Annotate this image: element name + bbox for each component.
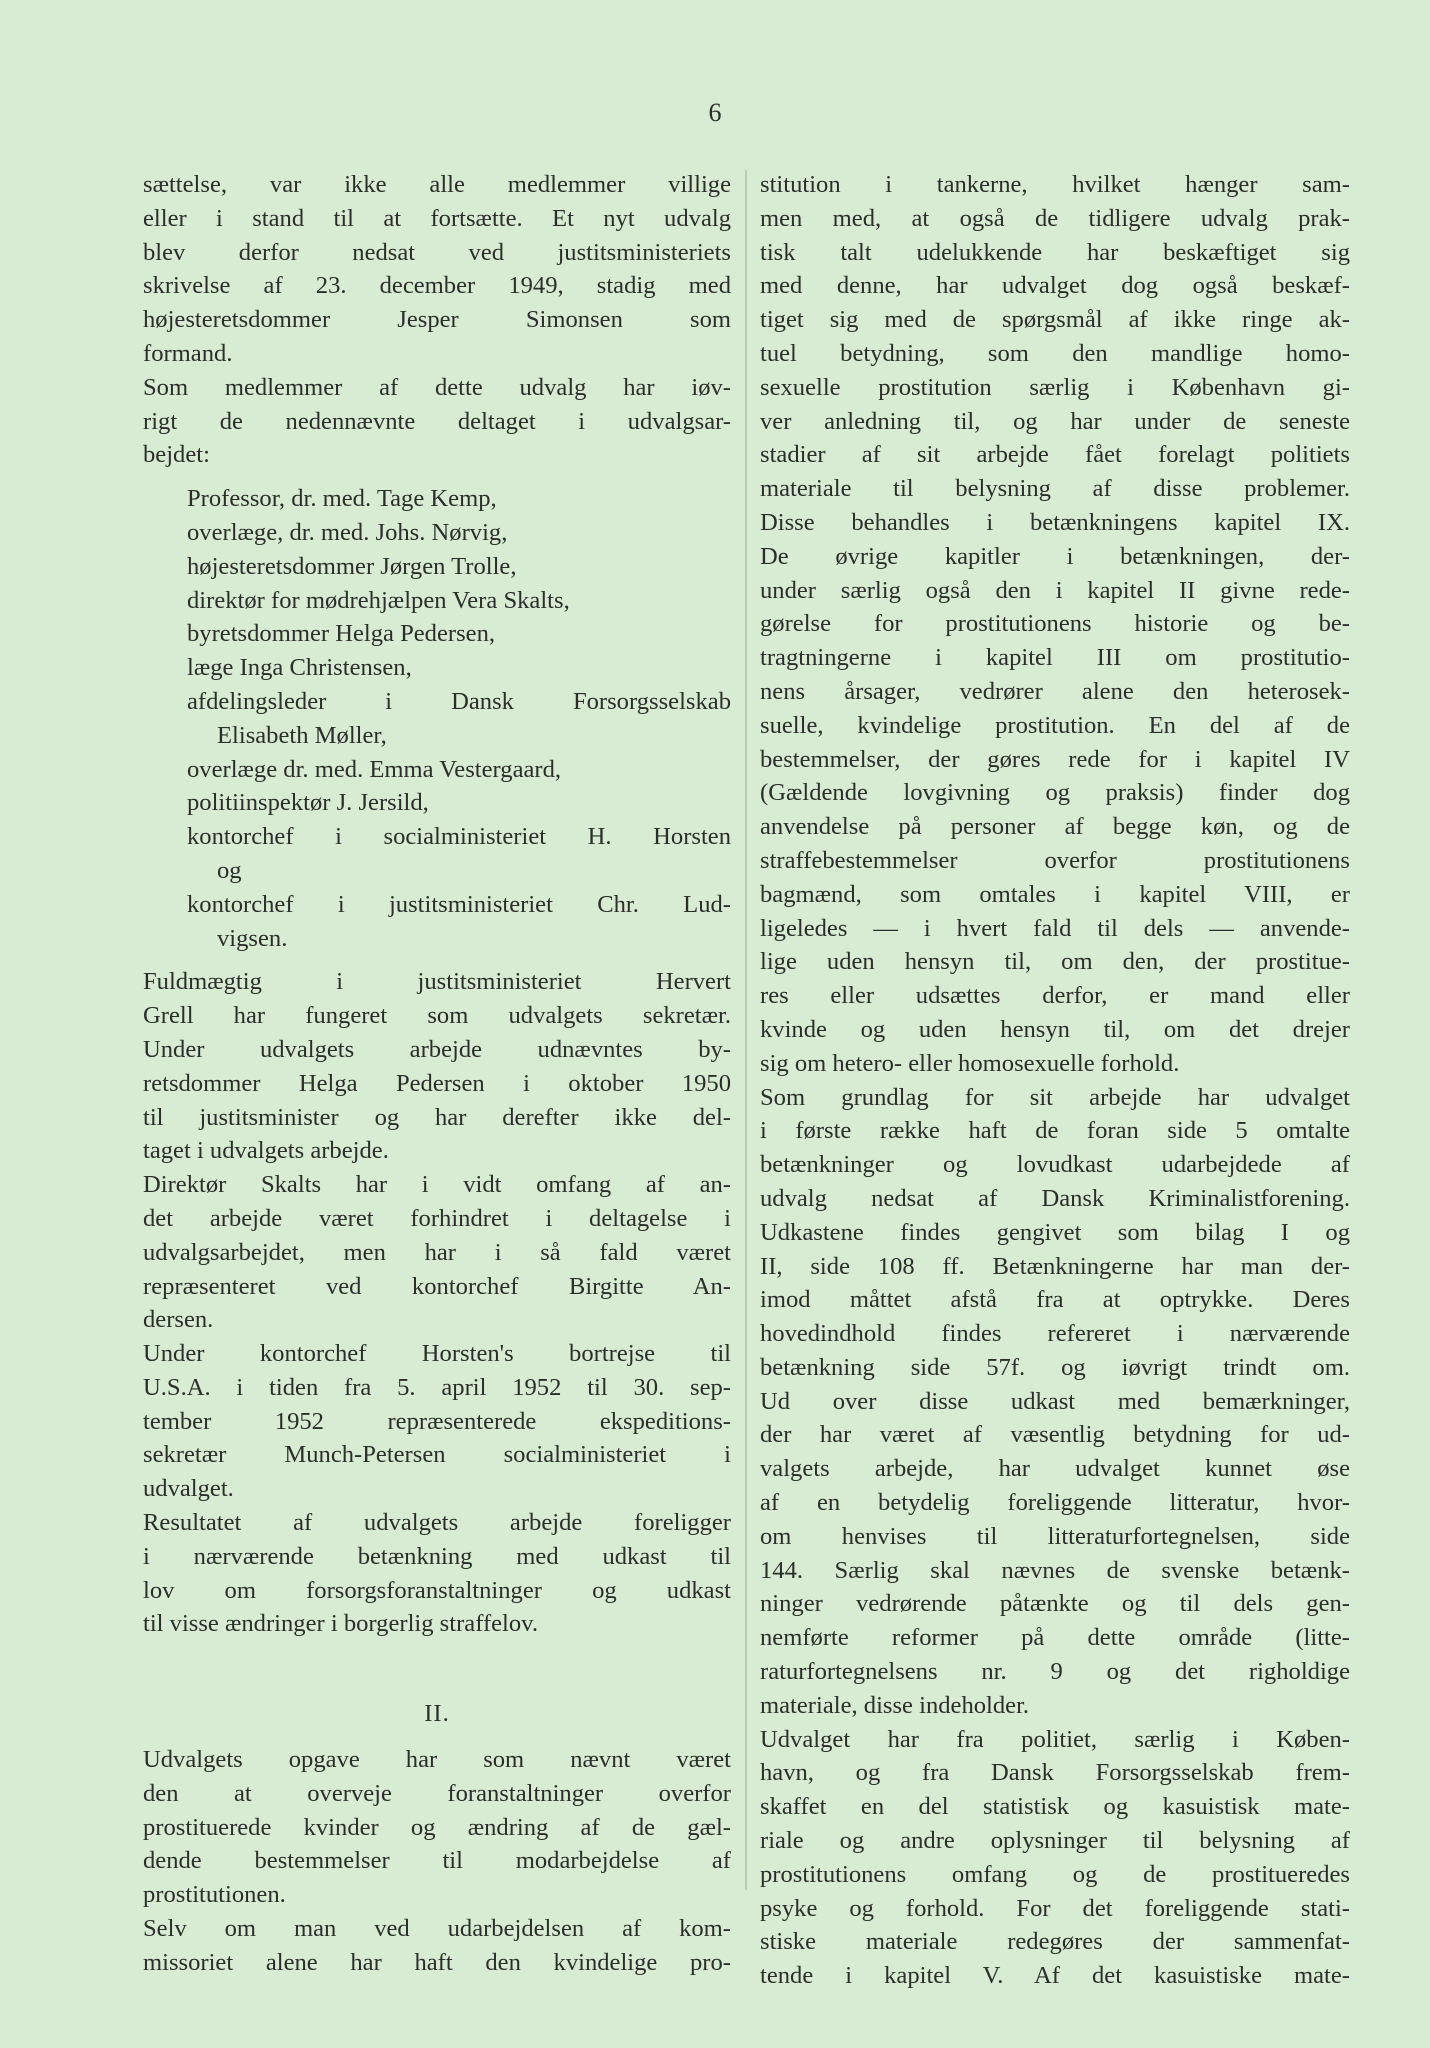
text-line: stadier af sit arbejde fået forelagt politiets (760, 441, 1350, 469)
text-line: prostitutionen. (143, 1881, 286, 1909)
text-line: 144. Særlig skal nævnes de svenske betænk- (760, 1556, 1350, 1584)
text-line: ver anledning til, og har under de seneste (760, 407, 1350, 435)
text-line: tember 1952 repræsenterede ekspeditions- (143, 1407, 731, 1435)
text-line: gørelse for prostitutionens historie og be- (760, 610, 1350, 638)
paragraph (760, 1081, 1350, 1385)
text-line: dersen. (143, 1306, 214, 1334)
text-line: raturfortegnelsens nr. 9 og det righoldige (760, 1658, 1350, 1686)
text-line: sig om hetero- eller homosexuelle forhold. (760, 1049, 1180, 1077)
text-line: Under kontorchef Horsten's bortrejse til (143, 1340, 731, 1368)
member-item: direktør for mødrehjælpen Vera Skalts, (187, 586, 570, 614)
member-item: og (217, 856, 242, 884)
paragraph (760, 540, 1350, 1081)
text-line: anvendelse på personer af begge køn, og de (760, 813, 1350, 841)
text-line: dende bestemmelser til modarbejdelse af (143, 1847, 731, 1875)
member-item: læge Inga Christensen, (187, 654, 412, 682)
paragraph (143, 1912, 731, 1980)
text-line: men med, at også de tidligere udvalg prak- (760, 204, 1350, 232)
text-line: De øvrige kapitler i betænkningen, der- (760, 542, 1350, 570)
text-line: materiale til belysning af disse problemer. (760, 475, 1350, 503)
text-line: res eller udsættes derfor, er mand eller (760, 982, 1350, 1010)
text-line: af en betydelig foreliggende litteratur, hvor- (760, 1489, 1350, 1517)
text-line: til justitsminister og har derefter ikke del- (143, 1103, 731, 1131)
paragraph (760, 1385, 1350, 1723)
paragraph (760, 1723, 1350, 1993)
member-item: kontorchef i socialministeriet H. Horsten (187, 823, 731, 851)
text-line: Selv om man ved udarbejdelsen af kom- (143, 1915, 731, 1943)
paragraph (143, 965, 731, 1033)
text-line: straffebestemmelser overfor prostitutionens (760, 846, 1350, 874)
text-line: udvalg nedsat af Dansk Kriminalistforening. (760, 1184, 1350, 1212)
text-line: blev derfor nedsat ved justitsministeriets (143, 238, 731, 266)
text-line: lov om forsorgsforanstaltninger og udkast (143, 1576, 731, 1604)
text-line: bagmænd, som omtales i kapitel VIII, er (760, 880, 1350, 908)
member-item: vigsen. (217, 924, 288, 952)
text-line: Under udvalgets arbejde udnævntes by- (143, 1035, 731, 1063)
text-line: Udkastene findes gengivet som bilag I og (760, 1218, 1350, 1246)
text-line: psyke og forhold. For det foreliggende stati- (760, 1894, 1350, 1922)
section-heading: II. (424, 1700, 450, 1728)
right-column (760, 168, 1350, 1993)
text-line: ligeledes — i hvert fald til dels — anvende- (760, 914, 1350, 942)
text-line: Som medlemmer af dette udvalg har iøv- (143, 373, 731, 401)
paragraph (143, 1337, 731, 1506)
text-line: prostituerede kvinder og ændring af de gæl- (143, 1813, 731, 1841)
text-line: sexuelle prostitution særlig i København gi- (760, 373, 1350, 401)
text-line: prostitutionens omfang og de prostitueredes (760, 1860, 1350, 1888)
text-line: i nærværende betænkning med udkast til (143, 1542, 731, 1570)
text-line: II, side 108 ff. Betænkningerne har man der- (760, 1252, 1350, 1280)
paragraph (143, 1506, 731, 1641)
text-line: om henvises til litteraturfortegnelsen, side (760, 1522, 1350, 1550)
text-line: den at overveje foranstaltninger overfor (143, 1779, 731, 1807)
text-line: Udvalget har fra politiet, særlig i Køben- (760, 1725, 1350, 1753)
text-line: stiske materiale redegøres der sammenfat- (760, 1928, 1350, 1956)
text-line: udvalget. (143, 1475, 234, 1503)
text-line: det arbejde været forhindret i deltagelse i (143, 1204, 731, 1232)
text-line: kvinde og uden hensyn til, om det drejer (760, 1015, 1350, 1043)
paragraph (760, 168, 1350, 540)
member-item: Elisabeth Møller, (217, 721, 387, 749)
text-line: nemførte reformer på dette område (litte- (760, 1624, 1350, 1652)
text-line: tragtningerne i kapitel III om prostitutio- (760, 644, 1350, 672)
text-line: til visse ændringer i borgerlig straffelov. (143, 1610, 539, 1638)
paragraph (143, 371, 731, 472)
text-line: hovedindhold findes refereret i nærværende (760, 1320, 1350, 1348)
member-item: Professor, dr. med. Tage Kemp, (187, 485, 497, 513)
text-line: i første række haft de foran side 5 omtalte (760, 1117, 1350, 1145)
text-line: betænkninger og lovudkast udarbejdede af (760, 1151, 1350, 1179)
left-column (143, 168, 731, 1980)
paragraph (143, 1168, 731, 1337)
text-line: formand. (143, 339, 233, 367)
member-item: overlæge dr. med. Emma Vestergaard, (187, 755, 562, 783)
text-line: suelle, kvindelige prostitution. En del af de (760, 711, 1350, 739)
member-item: overlæge, dr. med. Johs. Nørvig, (187, 518, 508, 546)
text-line: valgets arbejde, har udvalget kunnet øse (760, 1455, 1350, 1483)
text-line: stitution i tankerne, hvilket hænger sam- (760, 171, 1350, 198)
paragraph (143, 168, 731, 371)
text-line: materiale, disse indeholder. (760, 1691, 1030, 1719)
text-line: tisk talt udelukkende har beskæftiget sig (760, 238, 1350, 266)
text-line: skaffet en del statistisk og kasuistisk mate- (760, 1793, 1350, 1821)
text-line: højesteretsdommer Jesper Simonsen som (143, 306, 731, 334)
text-line: rigt de nedennævnte deltaget i udvalgsar- (143, 407, 731, 435)
text-line: retsdommer Helga Pedersen i oktober 1950 (143, 1069, 731, 1097)
text-line: udvalgsarbejdet, men har i så fald været (143, 1238, 731, 1266)
text-line: med denne, har udvalget dog også beskæf- (760, 272, 1350, 300)
text-line: tende i kapitel V. Af det kasuistiske mate- (760, 1962, 1350, 1990)
text-line: bestemmelser, der gøres rede for i kapitel IV (760, 745, 1350, 773)
paragraph (143, 1033, 731, 1168)
text-line: eller i stand til at fortsætte. Et nyt udvalg (143, 204, 731, 232)
column-divider (745, 170, 747, 1890)
member-item: højesteretsdommer Jørgen Trolle, (187, 552, 517, 580)
text-line: tiget sig med de spørgsmål af ikke ringe ak- (760, 306, 1350, 334)
text-line: taget i udvalgets arbejde. (143, 1137, 389, 1165)
text-line: betænkning side 57f. og iøvrigt trindt om. (760, 1353, 1350, 1381)
text-line: (Gældende lovgivning og praksis) finder dog (760, 779, 1350, 807)
text-line: ninger vedrørende påtænkte og til dels gen- (760, 1590, 1350, 1618)
text-line: Grell har fungeret som udvalgets sekretær. (143, 1002, 731, 1030)
member-item: afdelingsleder i Dansk Forsorgsselskab (187, 687, 731, 715)
text-line: Resultatet af udvalgets arbejde foreligger (143, 1509, 731, 1537)
text-line: der har været af væsentlig betydning for ud- (760, 1421, 1350, 1449)
text-line: riale og andre oplysninger til belysning af (760, 1827, 1350, 1855)
text-line: tuel betydning, som den mandlige homo- (760, 339, 1350, 367)
member-list (143, 482, 731, 955)
text-line: Udvalgets opgave har som nævnt været (143, 1746, 731, 1774)
member-item: byretsdommer Helga Pedersen, (187, 620, 496, 648)
text-line: under særlig også den i kapitel II givne rede- (760, 576, 1350, 604)
text-line: sekretær Munch-Petersen socialministeriet i (143, 1441, 731, 1469)
member-item: kontorchef i justitsministeriet Chr. Lud- (187, 890, 731, 918)
text-line: Disse behandles i betænkningens kapitel IX. (760, 508, 1350, 536)
text-line: bejdet: (143, 441, 210, 469)
text-line: U.S.A. i tiden fra 5. april 1952 til 30. sep- (143, 1373, 731, 1401)
text-line: Direktør Skalts har i vidt omfang af an- (143, 1171, 731, 1199)
paragraph (143, 1743, 731, 1912)
member-item: politiinspektør J. Jersild, (187, 789, 429, 817)
text-line: lige uden hensyn til, om den, der prostitue- (760, 948, 1350, 976)
text-line: nens årsager, vedrører alene den heterosek- (760, 677, 1350, 705)
text-line: imod måttet afstå fra at optrykke. Deres (760, 1286, 1350, 1314)
text-line: repræsenteret ved kontorchef Birgitte An- (143, 1272, 731, 1300)
page-number: 6 (708, 98, 722, 127)
text-line: sættelse, var ikke alle medlemmer villige (143, 171, 731, 198)
text-line: Fuldmægtig i justitsministeriet Hervert (143, 968, 731, 996)
text-line: Ud over disse udkast med bemærkninger, (760, 1387, 1350, 1415)
text-line: Som grundlag for sit arbejde har udvalget (760, 1083, 1350, 1111)
text-line: skrivelse af 23. december 1949, stadig med (143, 272, 731, 300)
text-line: missoriet alene har haft den kvindelige pro- (143, 1948, 731, 1976)
text-line: havn, og fra Dansk Forsorgsselskab frem- (760, 1759, 1350, 1787)
